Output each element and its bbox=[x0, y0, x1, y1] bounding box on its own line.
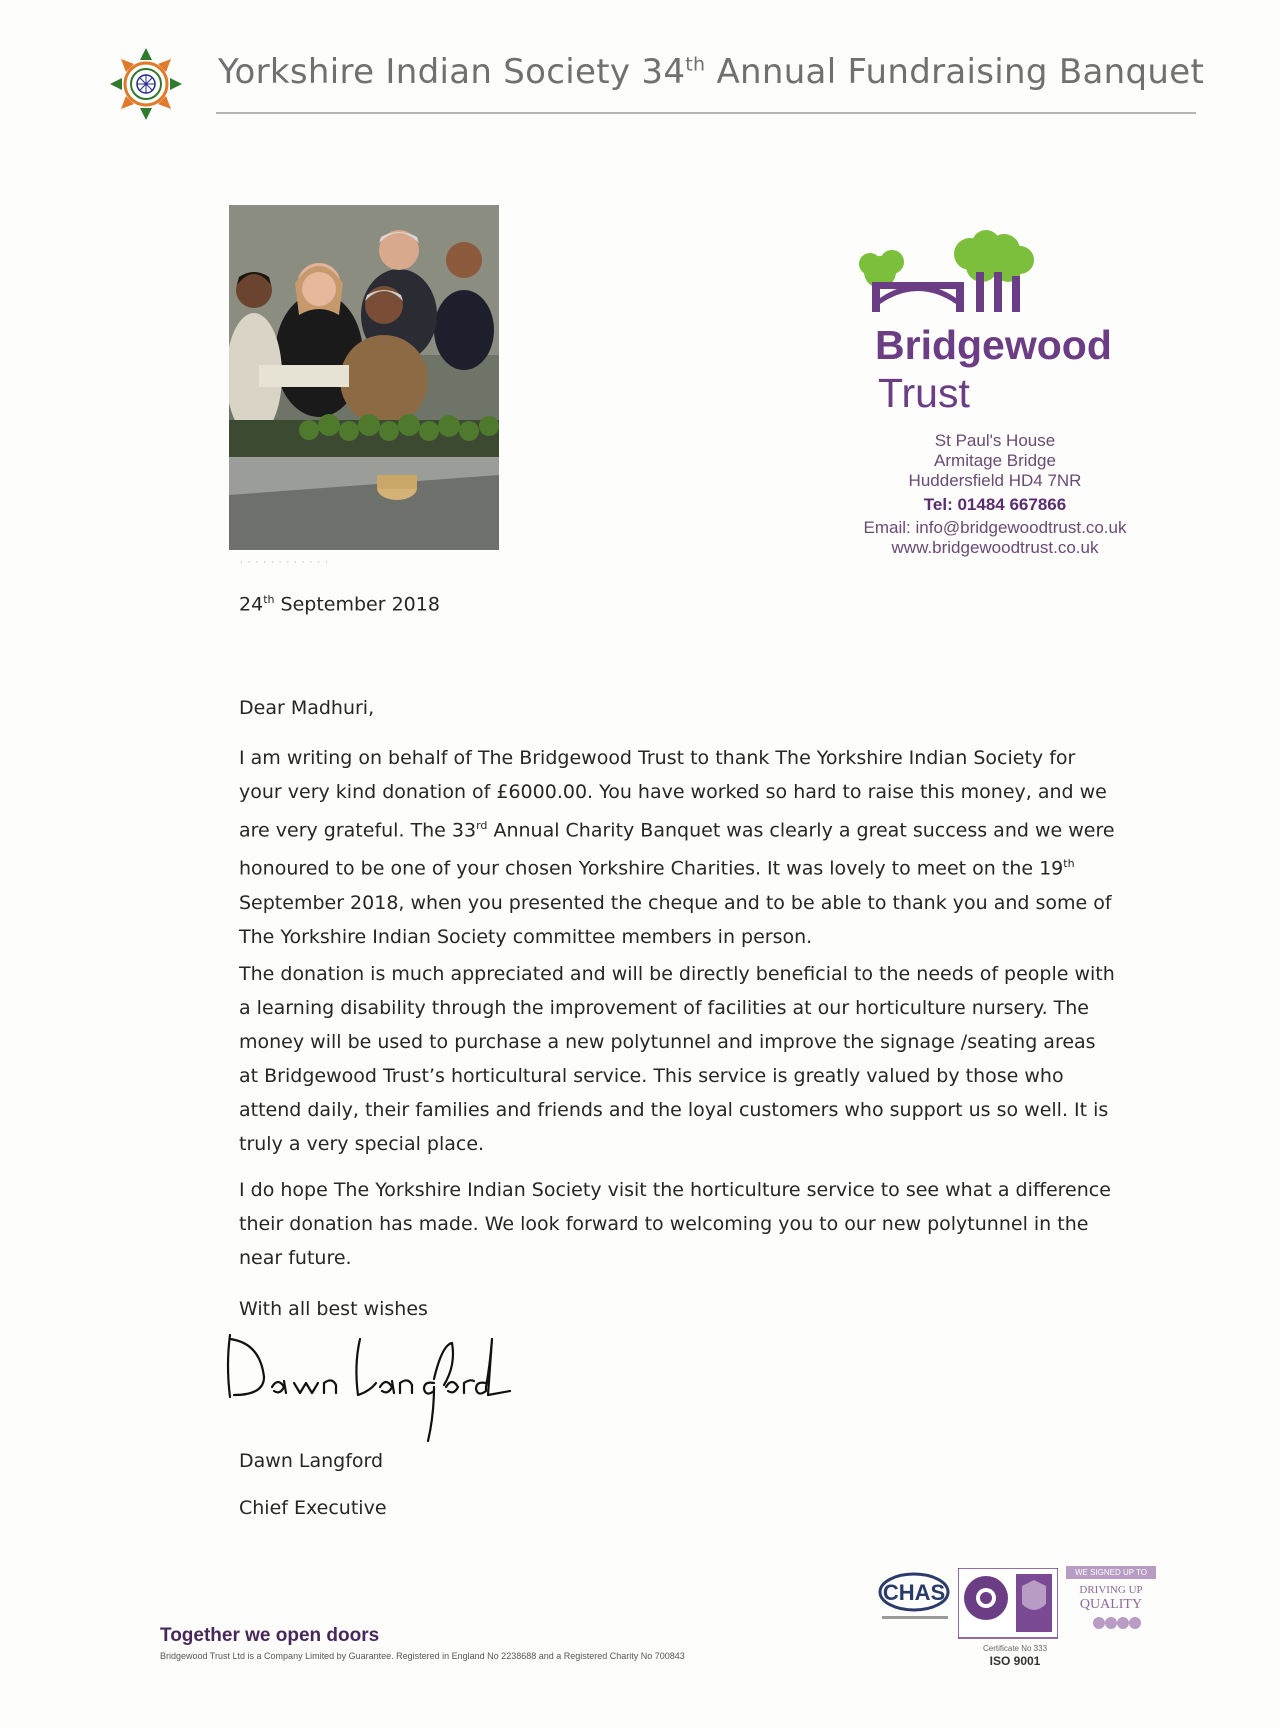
paragraph-2: The donation is much appreciated and will be directly beneficial to the needs of people with a learning disability through the improvement of facilities at our horticulture nursery. The money will be used to purchase a new polytunnel and improve the signage /seating areas at Bridgewood Trust’s horticultural service. This service is greatly valued by those who attend daily, their families and friends and the loyal customers who support us so well. It is truly a very special place. bbox=[239, 963, 1115, 1155]
banner-title: Yorkshire Indian Society 34th Annual Fundraising Banquet bbox=[218, 52, 1205, 92]
quality-dots-icon bbox=[1092, 1616, 1142, 1630]
paragraph-3: I do hope The Yorkshire Indian Society visit the horticulture service to see what a difference their donation has made. We look forward to welcoming you to our new polytunnel in the near future. bbox=[239, 1179, 1111, 1269]
letter-date: 24th September 2018 bbox=[239, 593, 440, 616]
signer-name: Dawn Langford bbox=[239, 1450, 384, 1472]
handwritten-signature bbox=[220, 1325, 520, 1455]
iso-label: ISO 9001 bbox=[989, 1654, 1041, 1668]
driving-up-quality-line1: DRIVING UP bbox=[1079, 1584, 1143, 1596]
telephone: Tel: 01484 667866 bbox=[923, 495, 1067, 514]
website: www.bridgewoodtrust.co.uk bbox=[891, 538, 1099, 557]
banner-divider bbox=[216, 112, 1196, 114]
yorkshire-rose-logo bbox=[108, 46, 184, 122]
group-photo bbox=[229, 205, 499, 550]
bridgewood-trees-icon bbox=[858, 228, 1048, 316]
certificate-number: Certificate No 333 bbox=[982, 1644, 1048, 1653]
org-name: Bridgewood bbox=[875, 322, 1112, 368]
address-line: St Paul's House bbox=[934, 431, 1056, 450]
svg-text:CHAS: CHAS bbox=[882, 1580, 946, 1605]
paragraph-1: I am writing on behalf of The Bridgewood Trust to thank The Yorkshire Indian Society for your very kind donation of £6000.00. You have worked so hard to raise this money, and we are very grateful. The 33rd Annual Charity Banquet was clearly a great success and we were honoured to be one of your chosen Yorkshire Charities. It was lovely to meet on the 19th September 2018, when you presented the cheque and to be able to thank you and some of The Yorkshire Indian Society committee members in person. bbox=[239, 747, 1115, 948]
driving-up-quality-banner: WE SIGNED UP TO bbox=[1066, 1566, 1156, 1579]
chas-logo bbox=[872, 1570, 958, 1626]
salutation: Dear Madhuri, bbox=[239, 697, 375, 719]
footer-legal-text: Bridgewood Trust Ltd is a Company Limited by Guarantee. Registered in England No 2238688 and a Registered Charity No 700843 bbox=[160, 1651, 685, 1661]
closing: With all best wishes bbox=[239, 1298, 428, 1320]
signer-title: Chief Executive bbox=[239, 1497, 387, 1519]
footer-slogan: Together we open doors bbox=[160, 1625, 380, 1646]
email: Email: info@bridgewoodtrust.co.uk bbox=[863, 518, 1127, 537]
iso-certification-logo bbox=[958, 1568, 1058, 1642]
driving-up-quality-line2: QUALITY bbox=[1079, 1597, 1143, 1612]
address-line: Armitage Bridge bbox=[934, 451, 1056, 470]
photo-caption: · · · · · · · · · · · · bbox=[240, 558, 329, 568]
org-name-line2: Trust bbox=[878, 370, 970, 416]
address-line: Huddersfield HD4 7NR bbox=[908, 471, 1082, 490]
